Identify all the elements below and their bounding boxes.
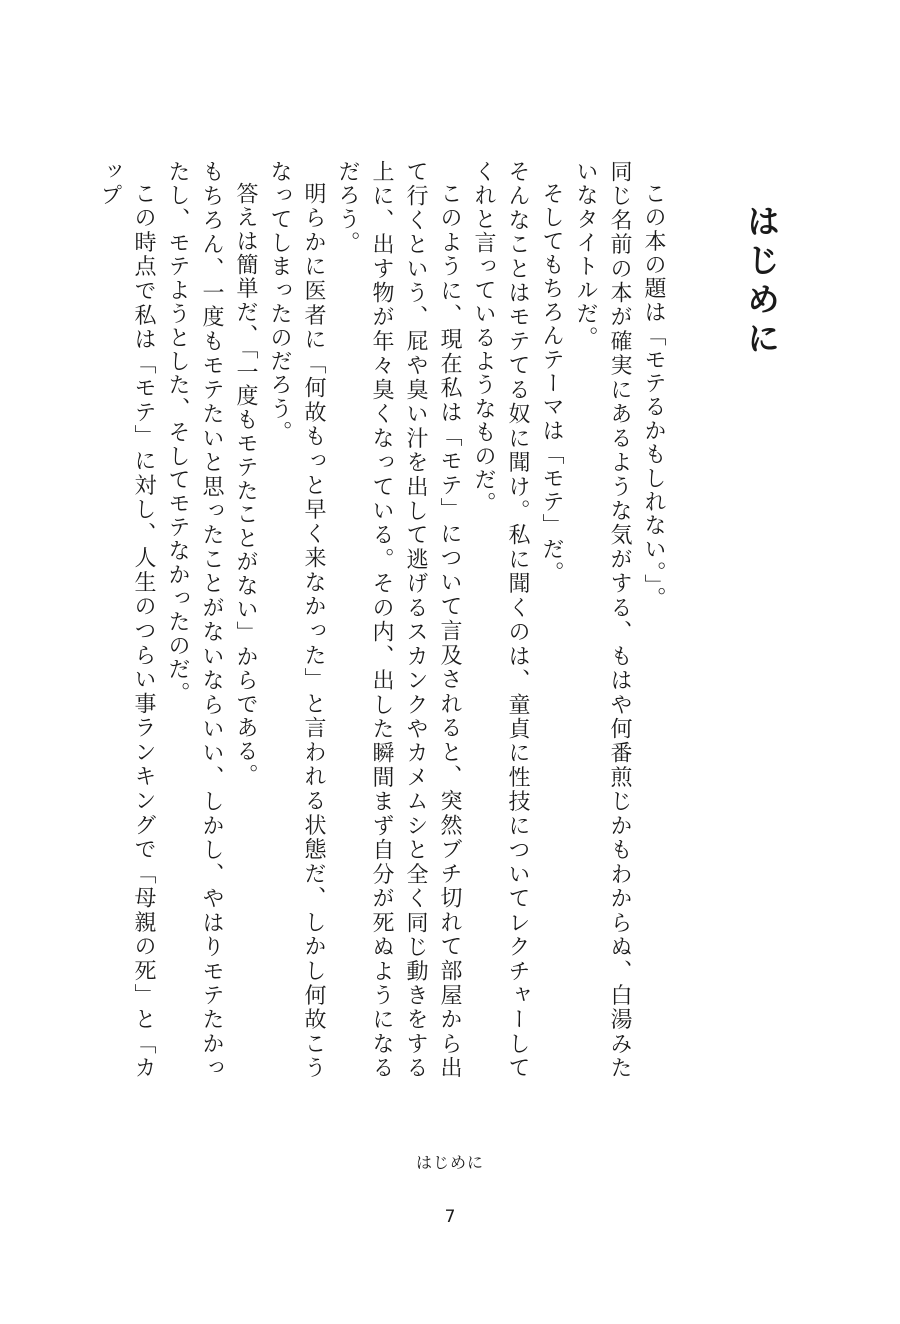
paragraph: 同じ名前の本が確実にあるような気がする、もはや何番煎じかもわからぬ、白湯みたいなタイトルだ。 bbox=[573, 160, 632, 1080]
paragraph: そしてもちろんテーマは「モテ」だ。 bbox=[539, 182, 564, 585]
running-footer: はじめに bbox=[415, 1153, 484, 1172]
paragraph: 答えは簡単だ、「一度もモテたことがない」からである。 bbox=[233, 182, 258, 788]
paragraph: この本の題は「モテるかもしれない。」。 bbox=[641, 182, 666, 611]
paragraph: このように、現在私は「モテ」について言及されると、突然ブチ切れて部屋から出て行くという、屁や臭い汁を出して逃げるスカンクやカメムシと全く同じ動きをする上に、出す物が年々臭くなっている。その内、出した瞬間まず自分が死ぬようになるだろう。 bbox=[335, 160, 462, 1080]
page-number: 7 bbox=[444, 1207, 456, 1227]
paragraph: もちろん、一度もモテたいと思ったことがないならいい、しかし、やはりモテたかったし、モテようとした、そしてモテなかったのだ。 bbox=[165, 160, 224, 1080]
body-text bbox=[97, 160, 670, 1080]
paragraph: 明らかに医者に「何故もっと早く来なかった」と言われる状態だ、しかし何故こうなってしまったのだろう。 bbox=[267, 160, 326, 1080]
chapter-title: はじめに bbox=[742, 204, 782, 360]
paragraph: そんなことはモテてる奴に聞け。私に聞くのは、童貞に性技についてレクチャーしてくれと言っているようなものだ。 bbox=[471, 160, 530, 1080]
paragraph: この時点で私は「モテ」に対し、人生のつらい事ランキングで「母親の死」と「カップ bbox=[97, 160, 156, 1080]
